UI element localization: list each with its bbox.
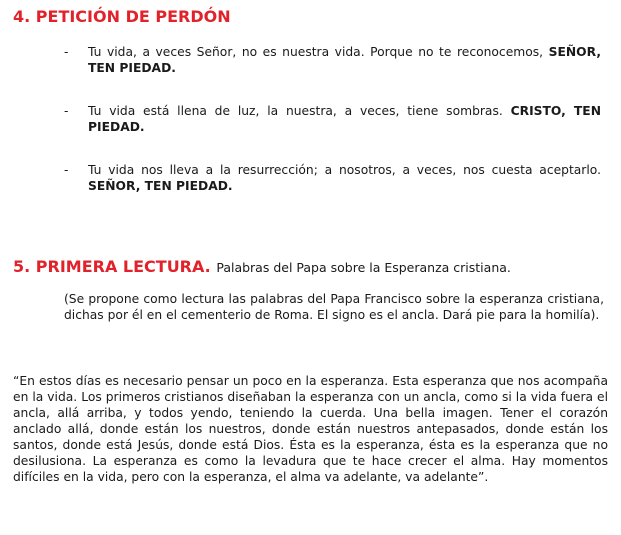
petition-response: SEÑOR, TEN PIEDAD. — [88, 45, 601, 75]
petition-item-3 — [64, 162, 601, 194]
petition-dash: - — [64, 104, 69, 118]
petition-item-2 — [64, 103, 601, 135]
petition-text — [88, 44, 601, 76]
section-5-title: 5. PRIMERA LECTURA. — [13, 257, 211, 276]
section-4-title: 4. PETICIÓN DE PERDÓN — [13, 7, 231, 26]
petition-invocation: Tu vida nos lleva a la resurrección; a nosotros, a veces, nos cuesta aceptarlo. — [88, 163, 601, 177]
petition-dash: - — [64, 45, 69, 59]
petition-response: SEÑOR, TEN PIEDAD. — [88, 179, 233, 193]
petition-invocation: Tu vida, a veces Señor, no es nuestra vida. Porque no te reconocemos, — [88, 45, 544, 59]
reading-quote: “En estos días es necesario pensar un poco en la esperanza. Esta esperanza que nos acompaña en la vida. Los primeros cristianos diseñaban la esperanza con un ancla, como si la vida fuera el ancla, allá arriba, y todos yendo, teniendo la cuerda. Una bella imagen. Tener el corazón anclado allá, donde están los nuestros, donde están nuestros antepasados, donde están los santos, donde está Jesús, donde está Dios. Ésta es la esperanza, ésta es la esperanza que no desilusiona. La esperanza es como la levadura que te hace crecer el alma. Hay momentos difíciles en la vida, pero con la esperanza, el alma va adelante, va adelante”. — [13, 374, 608, 484]
petition-text — [88, 162, 601, 194]
petition-item-1 — [64, 44, 601, 76]
section-5-heading — [13, 258, 511, 277]
reading-note: (Se propone como lectura las palabras del Papa Francisco sobre la esperanza cristiana, dichas por él en el cementerio de Roma. El signo es el ancla. Dará pie para la homilía). — [64, 292, 604, 322]
petition-response: CRISTO, TEN PIEDAD. — [88, 104, 602, 134]
section-4-heading — [13, 8, 231, 26]
section-5-subtitle: Palabras del Papa sobre la Esperanza cristiana. — [216, 260, 511, 275]
petition-dash: - — [64, 163, 69, 177]
petition-text — [88, 103, 601, 135]
petition-invocation: Tu vida está llena de luz, la nuestra, a veces, tiene sombras. — [88, 104, 503, 118]
